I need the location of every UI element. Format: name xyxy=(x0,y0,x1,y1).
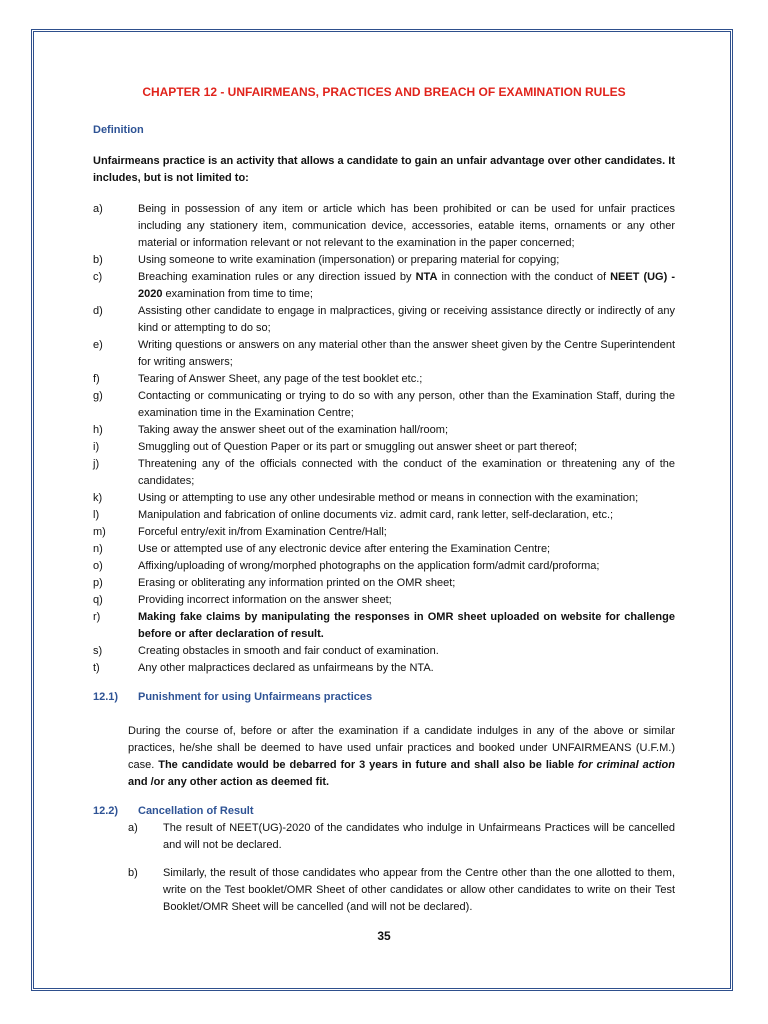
bold-text-neet: NEET (UG) - 2020 xyxy=(138,271,675,300)
chapter-title: CHAPTER 12 - UNFAIRMEANS, PRACTICES AND BREACH OF EXAMINATION RULES xyxy=(142,85,626,99)
list-item xyxy=(93,592,675,609)
list-item-text: Making fake claims by manipulating the responses in OMR sheet uploaded on website for challenge before or after declaration of result. xyxy=(138,611,675,640)
list-item-text: Using or attempting to use any other undesirable method or means in connection with the examination; xyxy=(138,492,639,504)
list-item xyxy=(93,303,675,337)
text-run: During the course of, before or after the examination if a candidate indulges in any of the above or similar practices, he/she shall be deemed to have used unfair practices and booked under UNFAIRMEANS (U.F.M.) case. xyxy=(128,725,675,771)
list-item-label: n) xyxy=(93,543,103,555)
list-item xyxy=(93,439,675,456)
bold-italic-text: for criminal action xyxy=(577,759,675,771)
list-item-text: Threatening any of the officials connected with the conduct of the examination or threatening any of the candidates; xyxy=(138,458,675,487)
section-heading-cancellation xyxy=(93,803,675,820)
list-item-text: Tearing of Answer Sheet, any page of the test booklet etc.; xyxy=(138,373,423,385)
list-item-label: k) xyxy=(93,492,103,504)
text-run: Breaching examination rules or any direction issued by xyxy=(138,271,416,283)
list-item-text: Providing incorrect information on the answer sheet; xyxy=(138,594,392,606)
list-item-label: e) xyxy=(93,339,103,351)
list-item-label: o) xyxy=(93,560,103,572)
list-item xyxy=(128,820,675,854)
unfairmeans-list xyxy=(93,201,675,677)
text-run: examination from time to time; xyxy=(162,288,313,300)
list-item-label: h) xyxy=(93,424,103,436)
list-item xyxy=(93,252,675,269)
list-item xyxy=(93,524,675,541)
section-heading-punishment xyxy=(93,689,675,706)
list-item-text: Creating obstacles in smooth and fair conduct of examination. xyxy=(138,645,439,657)
list-item xyxy=(93,507,675,524)
list-item-label: p) xyxy=(93,577,103,589)
list-item-text: Assisting other candidate to engage in malpractices, giving or receiving assistance directly or indirectly of any kind or attempting to do so; xyxy=(138,305,675,334)
list-item xyxy=(93,558,675,575)
definition-heading: Definition xyxy=(93,124,144,136)
list-item-label: f) xyxy=(93,373,100,385)
list-item-label: c) xyxy=(93,271,103,283)
bold-text: and / xyxy=(128,776,154,788)
page-number: 35 xyxy=(377,929,391,943)
list-item-label: g) xyxy=(93,390,103,402)
punishment-paragraph xyxy=(128,723,675,791)
list-item xyxy=(93,422,675,439)
list-item-label: a) xyxy=(93,203,103,215)
list-item-label: s) xyxy=(93,645,103,657)
list-item xyxy=(93,609,675,643)
list-item-text: Contacting or communicating or trying to do so with any person, other than the Examination Staff, during the examination time in the Examination Centre; xyxy=(138,390,675,419)
list-item-label: l) xyxy=(93,509,100,521)
list-item-label: q) xyxy=(93,594,103,606)
cancellation-list xyxy=(128,820,675,916)
document-body xyxy=(93,84,675,916)
list-item-label: t) xyxy=(93,662,100,674)
list-item xyxy=(93,269,675,303)
list-item-text: Use or attempted use of any electronic device after entering the Examination Centre; xyxy=(138,543,551,555)
list-item xyxy=(93,337,675,371)
list-item xyxy=(93,371,675,388)
list-item-label: i) xyxy=(93,441,100,453)
list-item-label: a) xyxy=(128,822,138,834)
list-item xyxy=(93,388,675,422)
list-item-text: Being in possession of any item or article which has been prohibited or can be used for unfair practices including any stationery item, communication device, accessories, eatable items, ornaments or any other material or information relevant or not relevant to the examination in the paper concerned; xyxy=(138,203,675,249)
list-item-text: Affixing/uploading of wrong/morphed photographs on the application form/admit card/proforma; xyxy=(138,560,600,572)
list-item xyxy=(93,456,675,490)
list-item xyxy=(93,643,675,660)
list-item-text: Using someone to write examination (impersonation) or preparing material for copying; xyxy=(138,254,560,266)
list-item xyxy=(128,865,675,916)
list-item-text xyxy=(138,269,675,303)
list-item-text: Manipulation and fabrication of online documents viz. admit card, rank letter, self-declaration, etc.; xyxy=(138,509,614,521)
section-number: 12.1) xyxy=(93,691,119,703)
section-title: Punishment for using Unfairmeans practices xyxy=(138,691,373,703)
list-item-label: m) xyxy=(93,526,106,538)
list-item-text: Smuggling out of Question Paper or its part or smuggling out answer sheet or part thereof; xyxy=(138,441,578,453)
list-item xyxy=(93,490,675,507)
list-item-text: Erasing or obliterating any information printed on the OMR sheet; xyxy=(138,577,456,589)
section-title: Cancellation of Result xyxy=(138,805,254,817)
list-item-text: Any other malpractices declared as unfairmeans by the NTA. xyxy=(138,662,434,674)
list-item xyxy=(93,541,675,558)
list-item-label: b) xyxy=(128,867,138,879)
definition-intro: Unfairmeans practice is an activity that allows a candidate to gain an unfair advantage over other candidates. It includes, but is not limited to: xyxy=(93,155,675,184)
list-item-label: r) xyxy=(93,611,101,623)
list-item-text: The result of NEET(UG)-2020 of the candidates who indulge in Unfairmeans Practices will be cancelled and will not be declared. xyxy=(163,822,675,851)
list-item xyxy=(93,575,675,592)
list-item-text: Similarly, the result of those candidates who appear from the Centre other than the one allotted to them, write on the Test booklet/OMR Sheet of other candidates or allow other candidates to write on their Test Booklet/OMR Sheet will be cancelled (and will not be declared). xyxy=(163,867,675,913)
list-item-label: d) xyxy=(93,305,103,317)
list-item-text: Forceful entry/exit in/from Examination Centre/Hall; xyxy=(138,526,387,538)
list-item-label: j) xyxy=(93,458,100,470)
text-run: in connection with the conduct of xyxy=(437,271,611,283)
bold-text-nta: NTA xyxy=(415,271,438,283)
bold-text: The candidate would be debarred for 3 years in future and shall also be liable xyxy=(158,759,578,771)
list-item-text: Taking away the answer sheet out of the examination hall/room; xyxy=(138,424,449,436)
list-item xyxy=(93,660,675,677)
list-item-text: Writing questions or answers on any material other than the answer sheet given by the Centre Superintendent for writing answers; xyxy=(138,339,675,368)
list-item xyxy=(93,201,675,252)
bold-text: or any other action as deemed fit. xyxy=(153,776,330,788)
section-number: 12.2) xyxy=(93,805,119,817)
list-item-label: b) xyxy=(93,254,103,266)
